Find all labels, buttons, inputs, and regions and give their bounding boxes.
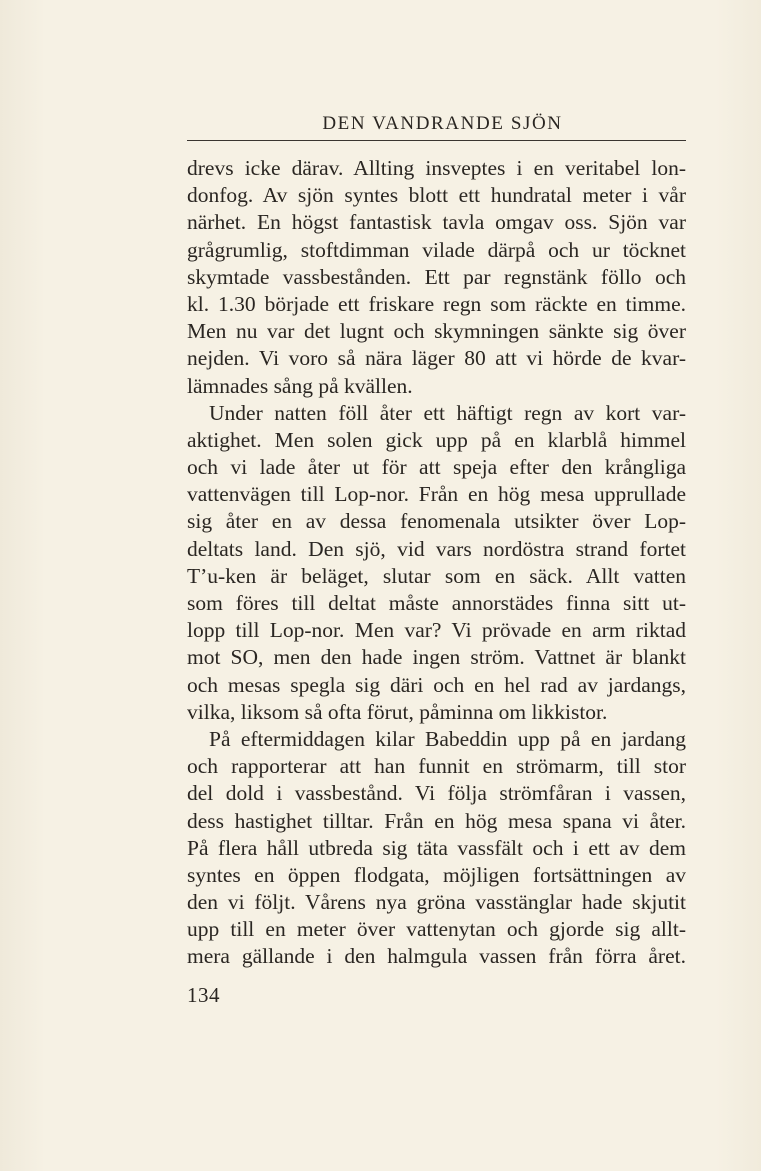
text-line: mera gällande i den halmgula vassen från förra året. (187, 944, 686, 969)
text-line: nejden. Vi voro så nära läger 80 att vi hörde de kvar- (187, 346, 686, 371)
text-line: deltats land. Den sjö, vid vars nordöstra strand fortet (187, 536, 686, 561)
text-line: närhet. En högst fantastisk tavla omgav oss. Sjön var (187, 210, 686, 235)
text-line: vattenvägen till Lop-nor. Från en hög mesa upprullade (187, 482, 686, 507)
page-number: 134 (187, 983, 220, 1007)
text-line: och vi lade åter ut för att speja efter den krångliga (187, 455, 686, 480)
text-line: På flera håll utbreda sig täta vassfält och i ett av dem (187, 835, 686, 860)
text-line: som föres till deltat måste annorstädes finna sitt ut- (187, 591, 686, 615)
text-line: syntes en öppen flodgata, möjligen fortsättningen av (187, 862, 686, 887)
text-line: upp till en meter över vattenytan och gjorde sig allt- (187, 917, 686, 942)
text-line: och rapporterar att han funnit en strömarm, till stor (187, 754, 686, 779)
text-line: drevs icke därav. Allting insveptes i en veritabel lon- (187, 156, 686, 180)
text-line: lopp till Lop-nor. Men var? Vi prövade en arm riktad (187, 618, 686, 643)
text-line: grågrumlig, stoftdimman vilade därpå och ur töcknet (187, 237, 686, 262)
text-line: T’u-ken är beläget, slutar som en säck. Allt vatten (187, 563, 686, 588)
text-line: och mesas spegla sig däri och en hel rad av jardangs, (187, 672, 686, 697)
text-line: vilka, liksom så ofta förut, påminna om likkistor. (187, 699, 608, 724)
text-line: donfog. Av sjön syntes blott ett hundratal meter i vår (187, 183, 686, 208)
text-line: mot SO, men den hade ingen ström. Vattnet är blankt (187, 645, 686, 670)
text-line: aktighet. Men solen gick upp på en klarblå himmel (187, 427, 686, 452)
text-line: den vi följt. Vårens nya gröna vasstänglar hade skjutit (187, 890, 686, 915)
running-head: DEN VANDRANDE SJÖN (322, 113, 563, 134)
text-line: del dold i vassbestånd. Vi följa strömfåran i vassen, (187, 781, 686, 806)
text-line: dess hastighet tilltar. Från en hög mesa spana vi åter. (187, 808, 686, 833)
text-line: Men nu var det lugnt och skymningen sänkte sig över (187, 319, 686, 344)
text-line: Under natten föll åter ett häftigt regn av kort var- (209, 400, 686, 425)
text-line: skymtade vassbestånden. Ett par regnstänk föllo och (187, 264, 686, 289)
body-text (187, 155, 686, 971)
text-line: På eftermiddagen kilar Babeddin upp på en jardang (209, 726, 686, 751)
text-line: sig åter en av dessa fenomenala utsikter över Lop- (187, 509, 686, 534)
header-rule (187, 140, 686, 141)
text-line: kl. 1.30 började ett friskare regn som räckte en timme. (187, 291, 686, 316)
text-line: lämnades sång på kvällen. (187, 373, 413, 398)
